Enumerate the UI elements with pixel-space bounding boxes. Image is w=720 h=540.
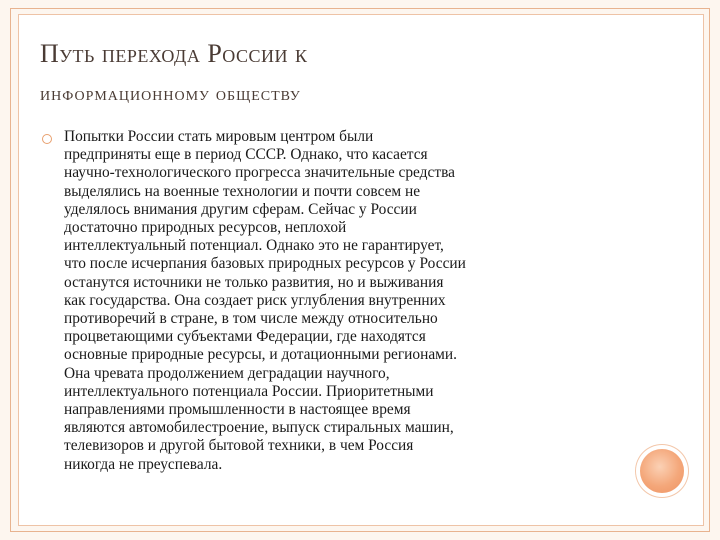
orange-circle-icon (640, 449, 684, 493)
body-line: предприняты еще в период СССР. Однако, что касается (64, 146, 428, 164)
ring-bullet-icon (42, 134, 52, 144)
body-line: останутся источники не только развития, но и выживания (64, 273, 444, 291)
slide-title (40, 34, 680, 114)
body-line: направлениями промышленности в настоящее время (64, 401, 411, 419)
body-line: никогда не преуспевала. (64, 455, 223, 473)
body-line: как государства. Она создает риск углубления внутренних (64, 291, 446, 309)
slide-body-text (64, 128, 624, 474)
body-line: интеллектуальный потенциал. Однако это не гарантирует, (64, 237, 444, 255)
body-line: что после исчерпания базовых природных ресурсов у России (64, 255, 466, 273)
slide-title-line1: Путь перехода России к (40, 39, 308, 68)
body-line: Она чревата продолжением деградации научного, (64, 364, 390, 382)
body-line: процветающими субъектами Федерации, где находятся (64, 328, 426, 346)
body-line: Попытки России стать мировым центром были (64, 128, 374, 145)
body-line: телевизоров и другой бытовой техники, в чем Россия (64, 437, 414, 455)
body-line: основные природные ресурсы, и дотационными регионами. (64, 346, 457, 364)
body-line: интеллектуального потенциала России. Приоритетными (64, 382, 434, 400)
slide-title-line2: информационному обществу (40, 83, 301, 105)
body-line: научно-технологического прогресса значительные средства (64, 164, 455, 182)
body-line: достаточно природных ресурсов, неплохой (64, 219, 347, 237)
body-line: являются автомобилестроение, выпуск стиральных машин, (64, 419, 454, 437)
body-line: выделялись на военные технологии и почти совсем не (64, 182, 421, 200)
body-line: противоречий в стране, в том числе между относительно (64, 310, 438, 328)
body-line: уделялось внимания другим сферам. Сейчас у России (64, 200, 417, 218)
